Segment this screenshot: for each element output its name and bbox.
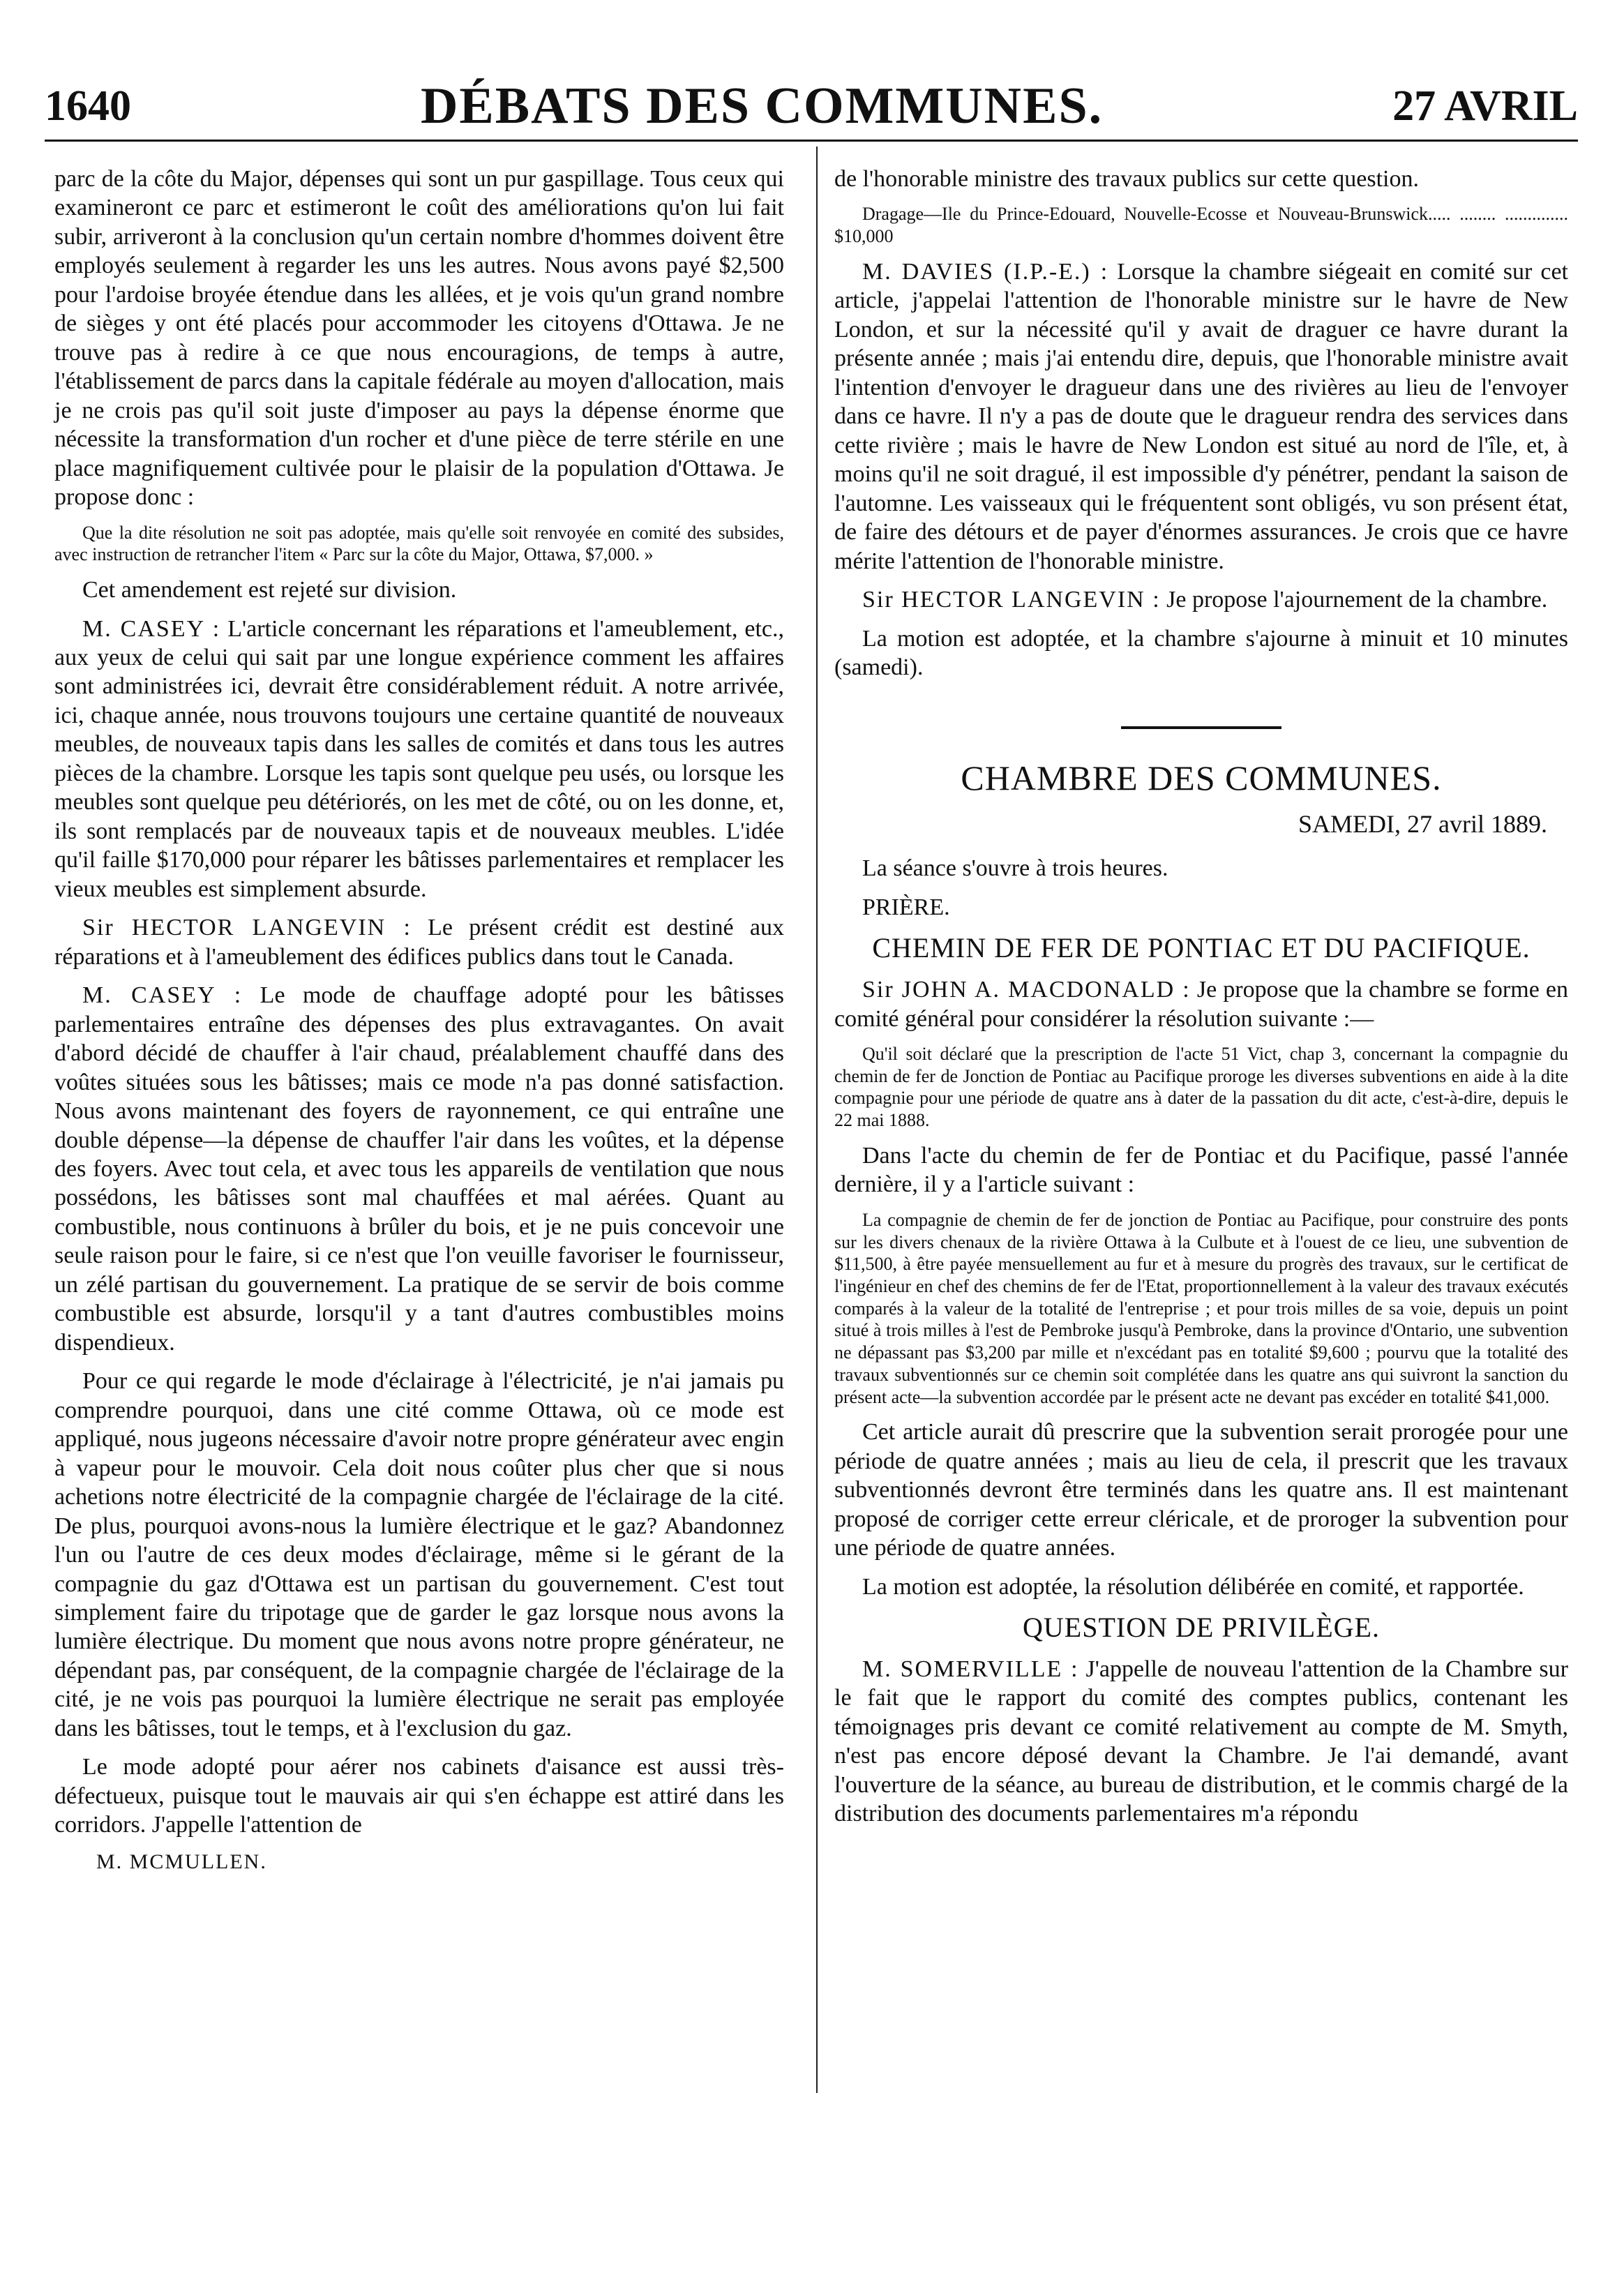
resolution-text: Qu'il soit déclaré que la prescription de l'acte 51 Vict, chap 3, concernant la compagnie du chemin de fer de Jonction de Pontiac au Pacifique proroge les diverses subventions en aide à la dite compagnie pour une période de quatre ans à dater de la passation du dit acte, c'est-à-dire, depuis le 22 mai 1888. xyxy=(834,1044,1568,1131)
paragraph xyxy=(54,615,784,904)
paragraph: Dans l'acte du chemin de fer de Pontiac et du Pacifique, passé l'année dernière, il y a l'article suivant : xyxy=(834,1142,1568,1198)
speaker-name: M. CASEY : xyxy=(82,982,243,1009)
section-heading: CHEMIN DE FER DE PONTIAC ET DU PACIFIQUE. xyxy=(872,932,1531,964)
header-date: 27 AVRIL xyxy=(1392,82,1578,130)
budget-item: Dragage—Ile du Prince-Edouard, Nouvelle-Ecosse et Nouveau-Brunswick..... ........ .............. $10,000 xyxy=(834,204,1568,247)
motion-text: Que la dite résolution ne soit pas adoptée, mais qu'elle soit renvoyée en comité des subsides, avec instruction de retrancher l'item « Parc sur la côte du Major, Ottawa, $7,000. » xyxy=(54,522,784,565)
paragraph xyxy=(834,1655,1568,1829)
chamber-title: CHAMBRE DES COMMUNES. xyxy=(961,758,1442,798)
speech-text: Lorsque la chambre siégeait en comité sur cet article, j'appelai l'attention de l'honorable ministre sur le havre de New London, et sur la nécessité qu'il y avait de draguer ce havre durant la présente année ; mais j'ai entendu dire, depuis, que l'honorable ministre avait l'intention d'envoyer le dragueur dans une des rivières au lieu de l'envoyer dans ce havre. Il n'y a pas de doute que le dragueur rendra des services dans cette rivière ; mais le havre de New London est situé au nord de l'île, et, à moins qu'il ne soit dragué, il est impossible d'y pénétrer, pendant la saison de l'automne. Les vaisseaux qui le fréquentent sont obligés, vu son présent état, de faire des détours et de payer d'énormes assurances. Je crois que ce havre mérite l'attention de l'honorable ministre. xyxy=(834,258,1569,574)
speaker-name: Sir HECTOR LANGEVIN : xyxy=(862,587,1161,613)
speaker-name: Sir HECTOR LANGEVIN : xyxy=(82,915,412,941)
speaker-name: Sir JOHN A. MACDONALD : xyxy=(862,977,1191,1003)
speech-text: Je propose que la chambre se forme en comité général pour considérer la résolution suivante :— xyxy=(834,977,1569,1032)
page-number: 1640 xyxy=(45,82,131,130)
session-date: SAMEDI, 27 avril 1889. xyxy=(1298,810,1547,839)
paragraph: La séance s'ouvre à trois heures. xyxy=(862,855,1168,882)
speech-text: J'appelle de nouveau l'attention de la Chambre sur le fait que le rapport du comité des comptes publics, contenant les témoignages pris devant ce comité relativement au compte de M. Smyth, n'est pas encore déposé devant la Chambre. Je l'ai demandé, avant l'ouverture de la séance, au bureau de distribution, et le commis chargé de la distribution des documents parlementaires m'a répondu xyxy=(834,1656,1568,1827)
paragraph: Cet amendement est rejeté sur division. xyxy=(82,577,457,603)
quoted-article: La compagnie de chemin de fer de jonction de Pontiac au Pacifique, pour construire des ponts sur les divers chenaux de la rivière Ottawa à la Culbute et à l'ouest de ce lieu, une subvention de $11,500, à être payée mensuellement au fur et à mesure du progrès des travaux, sur le certificat de l'ingénieur en chef des chemins de fer de l'Etat, proportionnellement à la valeur des travaux exécutés comparés à la valeur de la totalité de l'entreprise ; et pour trois milles de sa voie, depuis un point situé à trois milles à l'est de Pembroke jusqu'à Pembroke, dans la province d'Ontario, une subvention ne dépassant pas $3,200 par mille et n'excédant pas en totalité $9,600 ; pourvu que la totalité des travaux subventionnés sur ce chemin soit complétée dans les quatre ans qui suivront la sanction du présent acte—la subvention accordée par le présent acte ne devant pas excéder en totalité $41,000. xyxy=(834,1209,1568,1407)
paragraph xyxy=(834,257,1568,576)
speech-text: Le présent crédit est destiné aux réparations et à l'ameublement des édifices publics dans tout le Canada. xyxy=(54,915,784,970)
paragraph xyxy=(834,975,1568,1033)
page-header xyxy=(45,78,1578,134)
paragraph: parc de la côte du Major, dépenses qui sont un pur gaspillage. Tous ceux qui examineront ce parc et estimeront le coût des améliorations qu'on lui fait subir, arriveront à la conclusion qu'un certain nombre d'hommes doivent être employés seulement à regarder les uns les autres. Nous avons payé $2,500 pour l'ardoise broyée étendue dans les allées, et je vois qu'un grand nombre de sièges y ont été placés pour accommoder les citoyens d'Ottawa. Je ne trouve pas à redire à ce que nous encouragions, de temps à autre, l'établissement de parcs dans la capitale fédérale au moyen d'allocation, mais je ne crois pas qu'il soit juste d'imposer au pays la dépense énorme que nécessite la transformation d'un rocher et d'une pièce de terre stérile en une place magnifiquement cultivée pour le plaisir de la population d'Ottawa. Je propose donc : xyxy=(54,166,784,511)
paragraph xyxy=(54,981,784,1357)
paragraph: Cet article aurait dû prescrire que la subvention serait prorogée pour une période de quatre années ; mais au lieu de cela, il prescrit que les travaux subventionnés devront être terminés dans les quatre ans. Il est maintenant proposé de corriger cette erreur cléricale, et de proroger la subvention pour une période de quatre années. xyxy=(834,1419,1568,1561)
left-column xyxy=(54,165,784,1875)
paragraph xyxy=(54,913,784,971)
paragraph xyxy=(834,585,1568,614)
section-separator xyxy=(1121,726,1281,729)
speech-text: Je propose l'ajournement de la chambre. xyxy=(1166,587,1548,613)
speaker-signature: M. MCMULLEN. xyxy=(96,1850,267,1873)
right-column xyxy=(834,165,1568,1838)
paragraph: de l'honorable ministre des travaux publics sur cette question. xyxy=(834,166,1419,192)
speaker-name: M. SOMERVILLE : xyxy=(862,1656,1079,1682)
paragraph: Pour ce qui regarde le mode d'éclairage à l'électricité, je n'ai jamais pu comprendre pourquoi, dans une cité comme Ottawa, où ce mode est appliqué, nous jugeons nécessaire d'avoir notre propre générateur avec engin à vapeur pour le mouvoir. Cela doit nous coûter plus cher que si nous achetions notre électricité de la compagnie chargée de l'éclairage de la cité. De plus, pourquoi avons-nous la lumière électrique et le gaz? Abandonnez l'un ou l'autre de ces deux modes d'éclairage, même si le gérant de la compagnie du gaz d'Ottawa est un partisan du gouvernement. C'est tout simplement faire du tripotage que de garder le gaz lorsque nous avons la lumière électrique. Du moment que nous avons notre propre générateur, ne dépendant pas, par conséquent, de la compagnie chargée de l'éclairage de la cité, je ne vois pas pourquoi la lumière électrique ne serait pas employée dans les bâtisses, tout le temps, et à l'exclusion du gaz. xyxy=(54,1368,784,1741)
speech-text: L'article concernant les réparations et l'ameublement, etc., aux yeux de celui qui sait par une longue expérience comment les affaires sont administrées ici, devrait être considérablement réduit. A notre arrivée, ici, chaque année, nous trouvons toujours une certaine quantité de nouveaux meubles, de nouveaux tapis dans les salles de comités et dans tous les autres pièces de la chambre. Lorsque les tapis sont quelque peu usés, ou lorsque les meubles sont quelque peu détériorés, on les met de côté, ou on les donne, et, ils sont remplacés par de nouveaux tapis et de nouveaux meubles. L'idée qu'il faille $170,000 pour réparer les bâtisses parlementaires et remplacer les vieux meubles est simplement absurde. xyxy=(54,615,785,902)
paragraph: La motion est adoptée, la résolution délibérée en comité, et rapportée. xyxy=(862,1573,1524,1600)
column-divider xyxy=(816,147,818,2093)
header-rule xyxy=(45,140,1578,142)
speaker-name: M. CASEY : xyxy=(82,615,221,642)
paragraph: Le mode adopté pour aérer nos cabinets d'aisance est aussi très-défectueux, puisque tout le mauvais air qui s'en échappe est attiré dans les corridors. J'appelle l'attention de xyxy=(54,1754,784,1838)
paragraph: La motion est adoptée, et la chambre s'ajourne à minuit et 10 minutes (samedi). xyxy=(834,625,1568,680)
speech-text: Le mode de chauffage adopté pour les bâtisses parlementaires entraîne des dépenses des plus extravagantes. On avait d'abord décidé de chauffer à l'air chaud, préalablement chauffé dans des voûtes situées sous les bâtisses; mais ce mode n'a pas donné satisfaction. Nous avons maintenant des foyers de rayonnement, ce qui entraîne une double dépense—la dépense de chauffer l'air dans les voûtes, et la dépense des foyers. Avec tout cela, et avec tous les appareils de ventilation que nous possédons, les bâtisses sont mal chauffées et mal aérées. Quant au combustible, nous continuons à brûler du bois, et je ne puis concevoir une seule raison pour le faire, si ce n'est que l'on veuille favoriser le fournisseur, un zélé partisan du gouvernement. La pratique de se servir de bois comme combustible est absurde, lorsqu'il y a tant d'autres combustibles moins dispendieux. xyxy=(54,982,785,1356)
page-title: DÉBATS DES COMMUNES. xyxy=(420,77,1104,135)
section-heading: QUESTION DE PRIVILÈGE. xyxy=(1023,1612,1380,1644)
speaker-name: M. DAVIES (I.P.-E.) : xyxy=(862,258,1109,285)
prayer-label: PRIÈRE. xyxy=(862,894,950,920)
